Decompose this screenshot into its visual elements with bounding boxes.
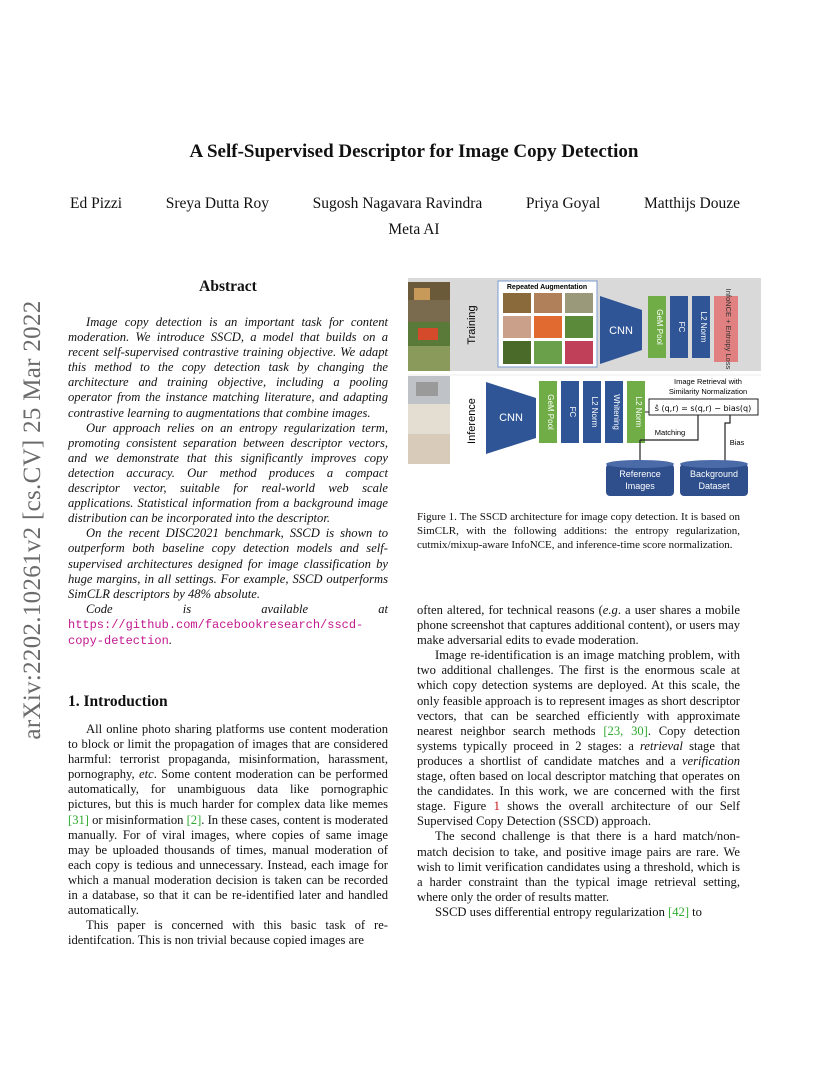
paper-title: A Self-Supervised Descriptor for Image Copy Detection xyxy=(189,141,639,162)
body-paragraph xyxy=(417,603,740,648)
text-run: . Some content moderation can be performed automatically, for unambiguous data like pornographic pictures, but this is much harder for complex data like memes xyxy=(68,767,388,812)
svg-text:L2 Norm: L2 Norm xyxy=(634,396,643,428)
text-run: Image re-identification is an image matching problem, with two additional challenges. The first is the enormous scale at which copy detection systems are deployed. At this scale, the only feasible approach is to represent images as short descriptor vectors, that can be searched efficiently with approximate nearest neighbor search methods xyxy=(417,648,740,738)
svg-text:GeM Pool: GeM Pool xyxy=(546,394,555,430)
retrieval-title: Image Retrieval with xyxy=(674,377,742,386)
svg-text:FC: FC xyxy=(568,406,577,418)
author-list xyxy=(70,195,740,213)
text-run: often altered, for technical reasons ( xyxy=(417,603,603,617)
citation-link[interactable]: [23, 30] xyxy=(603,723,648,738)
matching-label: Matching xyxy=(654,428,686,437)
text-run: or misinformation xyxy=(88,812,187,827)
repeated-augmentation-label: Repeated Augmentation xyxy=(506,284,588,291)
text-run: retrieval xyxy=(639,738,683,753)
citation-link[interactable]: [31] xyxy=(68,812,89,827)
bias-label: Bias xyxy=(729,438,745,447)
code-link[interactable]: https://github.com/facebookresearch/sscd-copy-detection xyxy=(68,617,364,648)
author-name: Ed Pizzi xyxy=(70,195,123,212)
text-run: e.g xyxy=(602,603,618,617)
svg-text:Images: Images xyxy=(625,481,655,491)
text-run: All online photo sharing platforms use content moderation to block or limit the propagation of images that are considered harmful: terrorist propaganda, misinformation, harassment, pornography, xyxy=(68,722,388,782)
svg-text:Whitening: Whitening xyxy=(612,394,621,430)
text-run: stage, often based on local descriptor matching that operates on the candidates. In this work, we are concerned with the first stage. Figure xyxy=(417,769,740,814)
author-name: Sreya Dutta Roy xyxy=(165,195,270,212)
background-dataset-db xyxy=(680,460,748,496)
svg-text:L2 Norm: L2 Norm xyxy=(590,396,599,428)
text-run: stage that produces a shortlist of candidate matches and a xyxy=(417,738,740,768)
svg-text:Dataset: Dataset xyxy=(698,481,730,491)
figure-link[interactable]: 1 xyxy=(493,799,500,814)
intro-body xyxy=(68,722,388,948)
abstract-paragraph: Our approach relies on an entropy regularization term, promoting consistent separation between descriptor vectors, and we demonstrate that this significantly improves copy detection accuracy. Our method produces a compact descriptor vector, suitable for real-world web scale applications. Statistical information from a background image distribution can be incorporated into the descriptor. xyxy=(68,420,388,526)
abstract-paragraph xyxy=(68,602,388,649)
code-prefix: Code is available at xyxy=(86,601,388,616)
abstract-heading: Abstract xyxy=(199,278,257,295)
intro-paragraph: This paper is concerned with this basic task of re-identifcation. This is non trivial because copied images are xyxy=(68,918,388,948)
reference-images-db xyxy=(606,460,674,496)
author-name: Priya Goyal xyxy=(525,195,601,212)
citation-link[interactable]: [42] xyxy=(668,904,690,919)
svg-text:Reference: Reference xyxy=(619,469,661,479)
arxiv-stamp xyxy=(15,280,51,760)
body-paragraph: The second challenge is that there is a hard match/non-match decision to take, and positive image pairs are rare. We wish to limit verification candidates using a threshold, which is a harder constraint than the typical image retrieval setting, where only the order of results matter. xyxy=(417,829,740,904)
affiliation: Meta AI xyxy=(388,221,440,238)
intro-heading: 1. Introduction xyxy=(68,693,168,710)
body-paragraph xyxy=(417,648,740,829)
figure-caption: Figure 1. The SSCD architecture for image copy detection. It is based on SimCLR, with the following additions: the entropy regularization, cutmix/mixup-aware InfoNCE, and inference-time score normalization. xyxy=(417,511,740,551)
abstract-body xyxy=(68,315,388,649)
retrieval-subtitle: Similarity Normalization xyxy=(668,387,748,396)
svg-text:InfoNCE + Entropy Loss: InfoNCE + Entropy Loss xyxy=(724,288,733,370)
training-label: Training xyxy=(466,305,478,345)
abstract-paragraph: On the recent DISC2021 benchmark, SSCD is shown to outperform both baseline copy detection models and self-supervised architectures designed for image classification by huge margins, in all settings. For example, SSCD outperforms SimCLR descriptors by 48% absolute. xyxy=(68,526,388,601)
svg-text:FC: FC xyxy=(677,321,686,333)
arxiv-stamp-text: arXiv:2202.10261v2 [cs.CV] 25 Mar 2022 xyxy=(19,300,46,740)
code-suffix: . xyxy=(168,632,172,647)
text-run: . Copy detection systems typically proceed in 2 stages: a xyxy=(417,723,740,753)
svg-text:CNN: CNN xyxy=(499,412,523,424)
training-thumbnails xyxy=(408,282,450,371)
inference-label: Inference xyxy=(466,398,478,444)
architecture-figure xyxy=(408,278,761,498)
intro-paragraph xyxy=(68,722,388,918)
svg-text:CNN: CNN xyxy=(609,325,633,337)
citation-link[interactable]: [2] xyxy=(186,812,202,827)
svg-text:L2 Norm: L2 Norm xyxy=(699,311,708,343)
abstract-paragraph: Image copy detection is an important task for content moderation. We introduce SSCD, a model that builds on a recent self-supervised contrastive training objective. We adapt this method to the copy detection task by changing the architecture and training objective, including a pooling operator from the instance matching literature, and adapting contrastive learning to augmentations that combine images. xyxy=(68,315,388,420)
author-name: Sugosh Nagavara Ravindra xyxy=(312,195,483,212)
svg-text:Background: Background xyxy=(689,469,739,479)
text-run: verification xyxy=(681,753,740,768)
text-run: to xyxy=(689,904,702,919)
inference-thumbnails xyxy=(408,376,450,464)
text-run: etc xyxy=(139,767,154,782)
text-run: . In these cases, content is moderated manually. For of viral images, where copies of same image may be uploaded thousands of times, manual moderation of each copy is tedious and unnecessary. Instead, each image for which a manual moderation decision is taken can be recorded in a database, so that it can be re-identified later and handled automatically. xyxy=(68,812,389,918)
text-run: . a user shares a mobile phone screenshot that captures additional content), or users may make adversarial edits to evade moderation. xyxy=(417,603,740,648)
formula: ŝ (q,r) = s(q,r) − bias(q) xyxy=(654,404,752,413)
author-name: Matthijs Douze xyxy=(644,195,740,212)
right-column-body xyxy=(417,603,740,920)
augmentation-thumbnails xyxy=(503,293,593,364)
body-paragraph xyxy=(417,905,740,920)
text-run: SSCD uses differential entropy regularization xyxy=(435,904,669,919)
text-run: shows the overall architecture of our Self Supervised Copy Detection (SSCD) approach. xyxy=(417,799,741,829)
svg-text:GeM Pool: GeM Pool xyxy=(655,309,664,345)
